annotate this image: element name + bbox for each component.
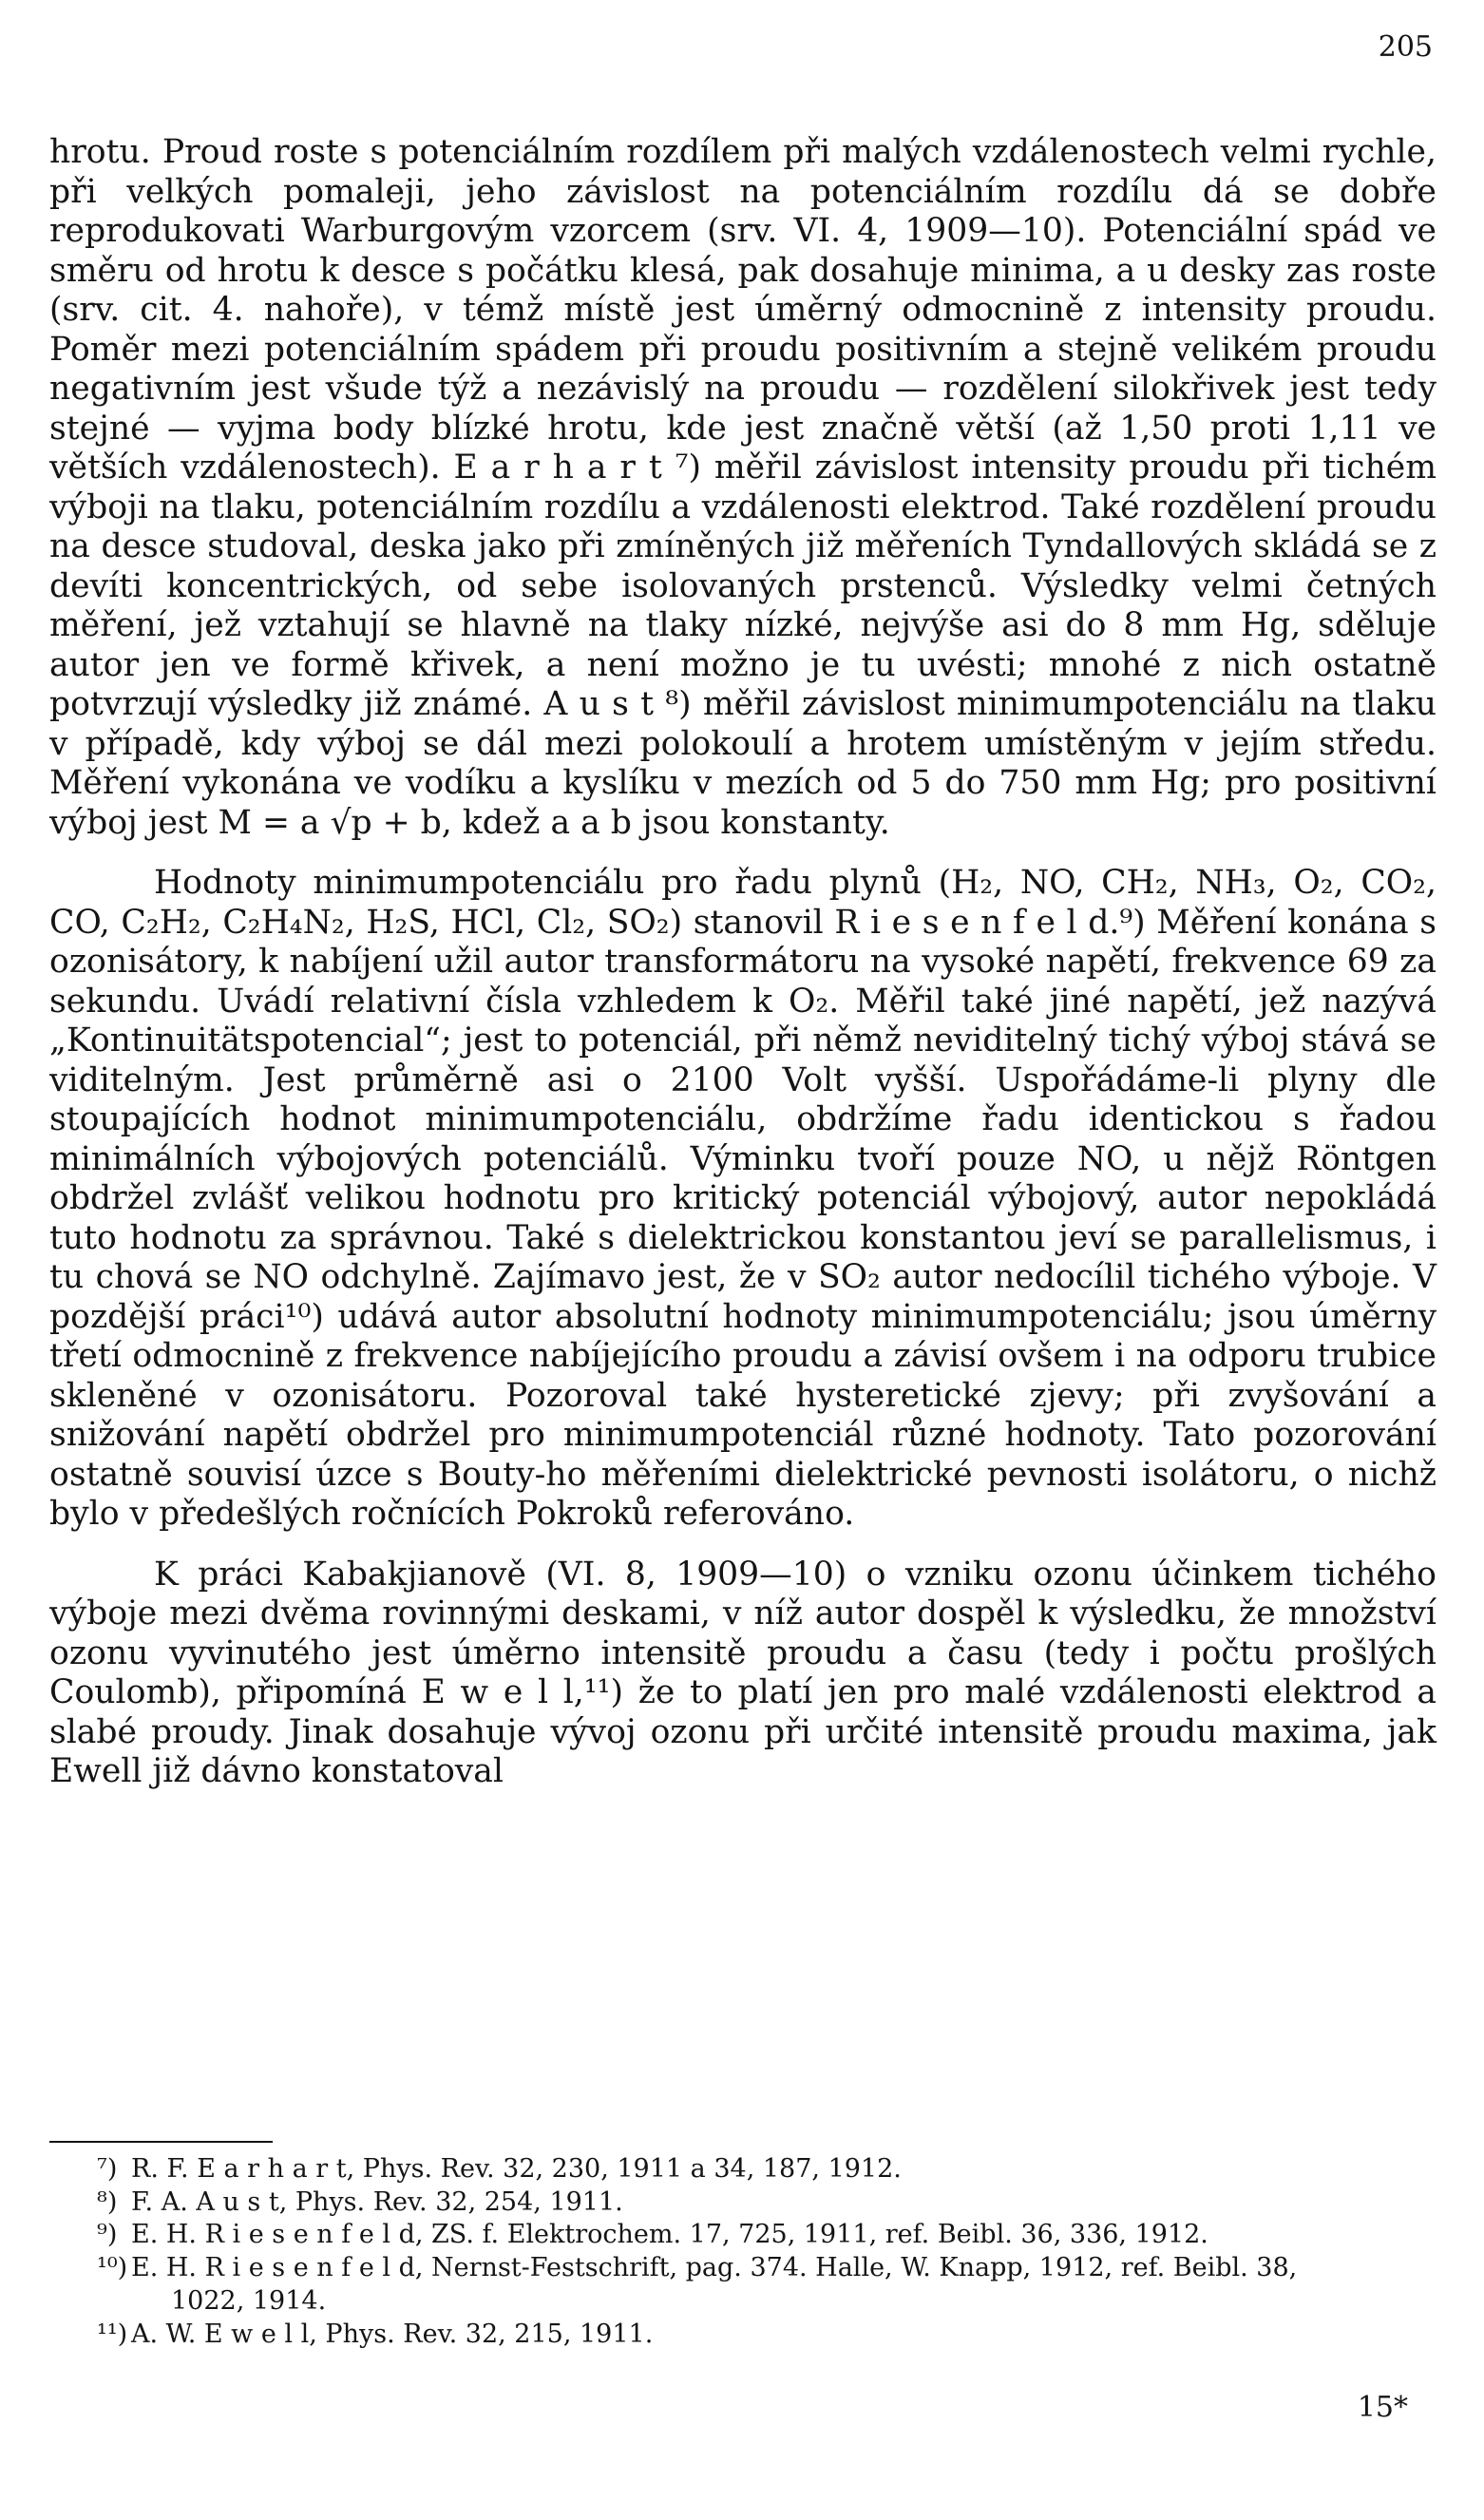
footnote-mark: ⁹) [97,2220,118,2250]
footnote [49,2153,1341,2186]
signature-mark: 15* [1357,2391,1408,2424]
footnote [49,2219,1341,2252]
footnote-mark: ⁸) [97,2186,118,2217]
footnote-text: F. A. A u s t, Phys. Rev. 32, 254, 1911. [131,2186,623,2217]
paragraph: K práci Kabakjianově (VI. 8, 1909—10) o vzniku ozonu účinkem tichého výboje mezi dvěma rovinnými deskami, v níž autor dospěl k výsledku, že množství ozonu vyvinutého jest úměrno intensitě proudu a času (tedy i počtu prošlých Coulomb), připomíná E w e l l,¹¹) že to platí jen pro malé vzdálenosti elektrod a slabé proudy. Jinak dosahuje vývoj ozonu při určité intensitě proudu maxima, jak Ewell již dávno konstatoval [49,1555,1436,1790]
footnote-mark: ⁷) [97,2154,118,2184]
footnote-text: E. H. R i e s e n f e l d, Nernst-Festschrift, pag. 374. Halle, W. Knapp, 1912, ref. Beibl. 38, 1022, 1914. [131,2253,1298,2316]
footnote-divider [49,2141,273,2143]
footnotes [49,2153,1341,2351]
footnote [49,2319,1341,2352]
footnote-text: E. H. R i e s e n f e l d, ZS. f. Elektrochem. 17, 725, 1911, ref. Beibl. 36, 336, 1912. [131,2220,1208,2250]
footnote-mark: ¹¹) [97,2319,128,2349]
paragraph: Hodnoty minimumpotenciálu pro řadu plynů (H₂, NO, CH₂, NH₃, O₂, CO₂, CO, C₂H₂, C₂H₄N₂, H₂S, HCl, Cl₂, SO₂) stanovil R i e s e n f e l d.⁹) Měření konána s ozonisátory, k nabíjení užil autor transformátoru na vysoké napětí, frekvence 69 za sekundu. Uvádí relativní čísla vzhledem k O₂. Měřil také jiné napětí, jež nazývá „Kontinuitätspotencial“; jest to potenciál, při němž neviditelný tichý výboj stává se viditelným. Jest průměrně asi o 2100 Volt vyšší. Uspořádáme-li plyny dle stoupajících hodnot minimumpotenciálu, obdržíme řadu identickou s řadou minimálních výbojových potenciálů. Výminku tvoří pouze NO, u nějž Röntgen obdržel zvlášť velikou hodnotu pro kritický potenciál výbojový, autor nepokládá tuto hodnotu za správnou. Také s dielektrickou konstantou jeví se parallelismus, i tu chová se NO odchylně. Zajímavo jest, že v SO₂ autor nedocílil tichého výboje. V pozdější práci¹⁰) udává autor absolutní hodnoty minimumpotenciálu; jsou úměrny třetí odmocnině z frekvence nabíjejícího proudu a závisí ovšem i na odporu trubice skleněné v ozonisátoru. Pozoroval také hysteretické zjevy; při zvyšování a snižování napětí obdržel pro minimumpotenciál různé hodnoty. Tato pozorování ostatně souvisí úzce s Bouty-ho měřeními dielektrické pevnosti isolátoru, o nichž bylo v předešlých ročnících Pokroků referováno. [49,864,1436,1533]
footnote-text: A. W. E w e l l, Phys. Rev. 32, 215, 1911. [131,2319,654,2349]
footnote-text: R. F. E a r h a r t, Phys. Rev. 32, 230, 1911 a 34, 187, 1912. [131,2154,902,2184]
footnote-mark: ¹⁰) [97,2253,128,2283]
body-text [49,133,1436,1792]
footnote [49,2186,1341,2220]
page-number: 205 [1378,30,1433,64]
footnote [49,2252,1341,2318]
paragraph: hrotu. Proud roste s potenciálním rozdílem při malých vzdálenostech velmi rychle, při velkých pomaleji, jeho závislost na potenciálním rozdílu dá se dobře reprodukovati Warburgovým vzorcem (srv. VI. 4, 1909—10). Potenciální spád ve směru od hrotu k desce s počátku klesá, pak dosahuje minima, a u desky zas roste (srv. cit. 4. nahoře), v témž místě jest úměrný odmocnině z intensity proudu. Poměr mezi potenciálním spádem při proudu positivním a stejně velikém proudu negativním jest všude týž a nezávislý na proudu — rozdělení silokřivek jest tedy stejné — vyjma body blízké hrotu, kde jest značně větší (až 1,50 proti 1,11 ve větších vzdálenostech). E a r h a r t ⁷) měřil závislost intensity proudu při tichém výboji na tlaku, potenciálním rozdílu a vzdálenosti elektrod. Také rozdělení proudu na desce studoval, deska jako při zmíněných již měřeních Tyndallových skládá se z devíti koncentrických, od sebe isolovaných prstenců. Výsledky velmi četných měření, jež vztahují se hlavně na tlaky nízké, nejvýše asi do 8 mm Hg, sděluje autor jen ve formě křivek, a není možno je tu uvésti; mnohé z nich ostatně potvrzují výsledky již známé. A u s t ⁸) měřil závislost minimumpotenciálu na tlaku v případě, kdy výboj se dál mezi polokoulí a hrotem umístěným v jejím středu. Měření vykonána ve vodíku a kyslíku v mezích od 5 do 750 mm Hg; pro positivní výboj jest M = a √p + b, kdež a a b jsou konstanty. [49,133,1436,842]
